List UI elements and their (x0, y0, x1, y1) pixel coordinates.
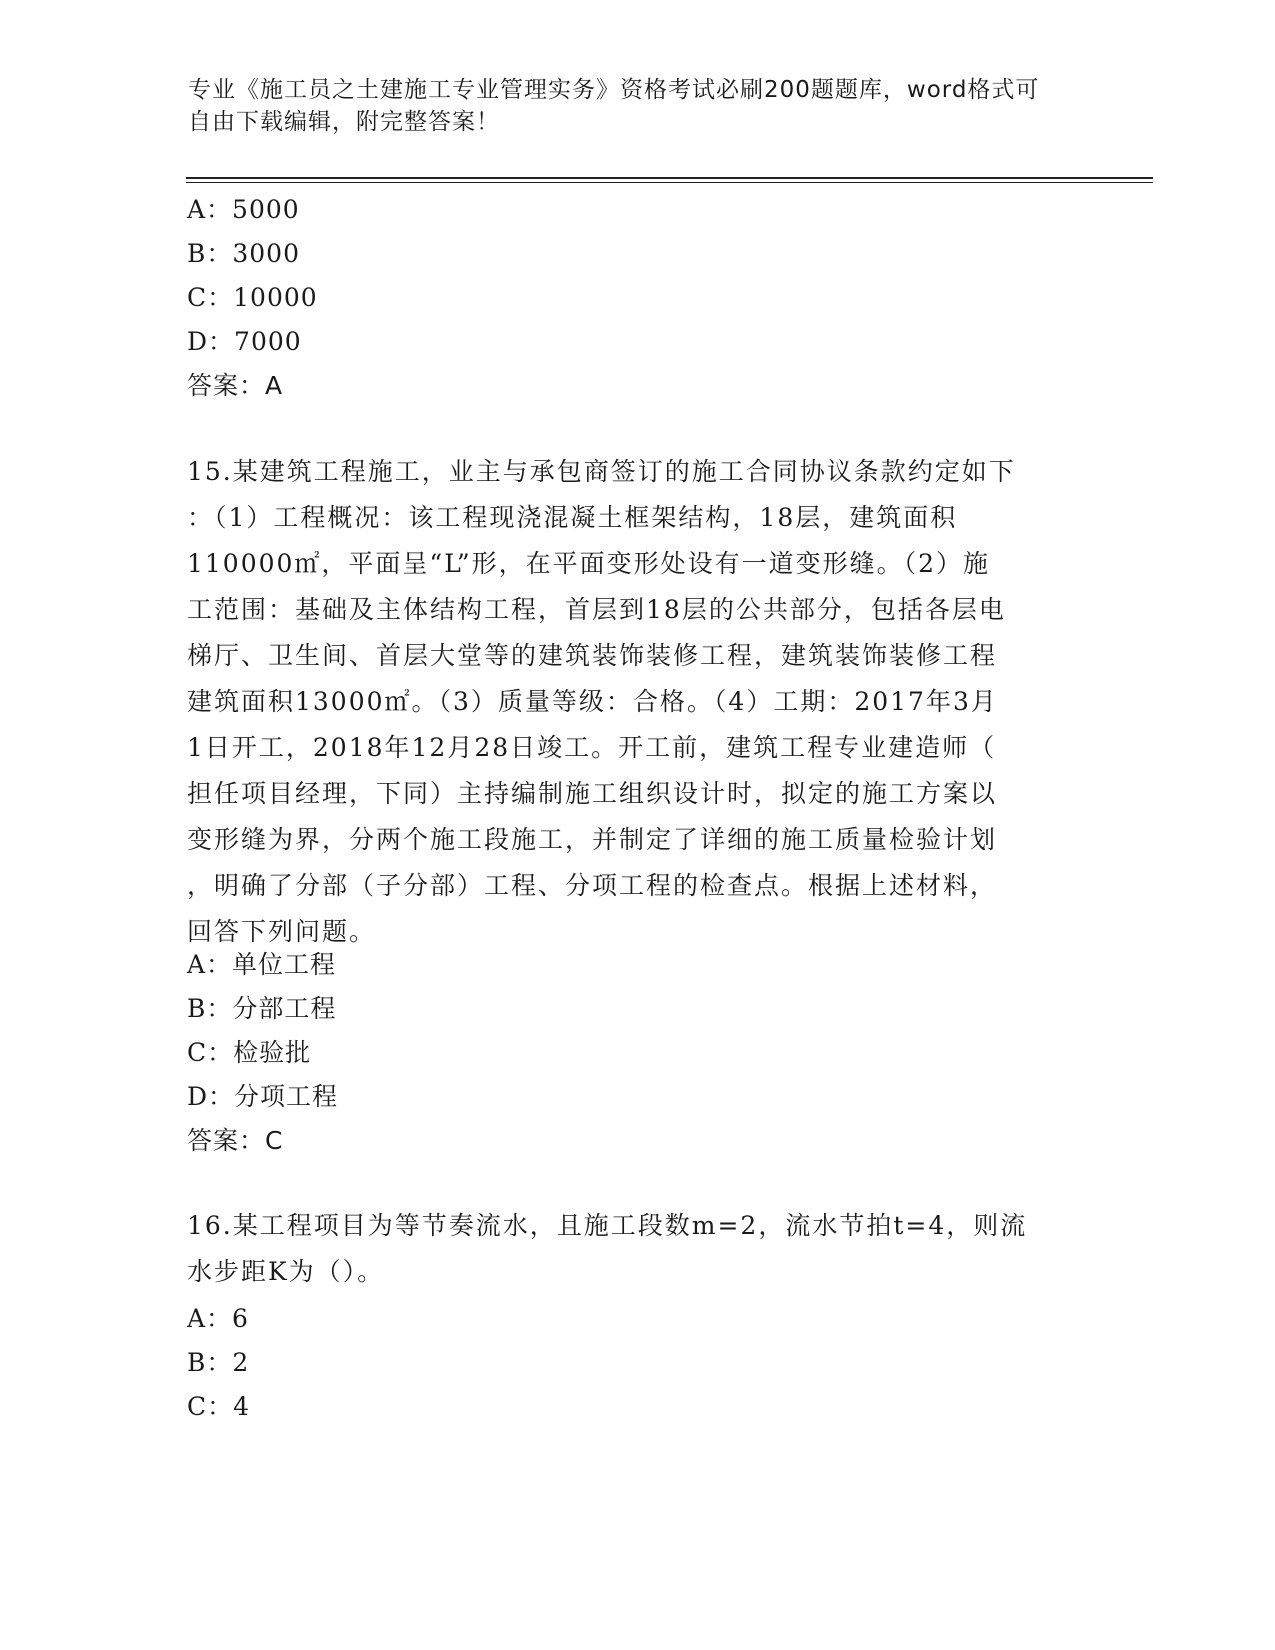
q15-stem-line: 担任项目经理，下同）主持编制施工组织设计时，拟定的施工方案以 (187, 779, 998, 808)
q15-stem-line: 梯厅、卫生间、首层大堂等的建筑装饰装修工程，建筑装饰装修工程 (187, 641, 998, 670)
q14-option-b: B：3000 (187, 239, 300, 268)
q15-stem-line: 15.某建筑工程施工，业主与承包商签订的施工合同协议条款约定如下 (187, 457, 1016, 486)
q15-option-a: A：单位工程 (187, 950, 337, 979)
q14-option-a: A：5000 (187, 195, 300, 224)
q15-option-d: D：分项工程 (187, 1082, 339, 1111)
q15-stem (187, 449, 1016, 955)
q15-stem-line: 工范围：基础及主体结构工程，首层到18层的公共部分，包括各层电 (187, 595, 1006, 624)
q16-option-b: B：2 (187, 1348, 250, 1377)
q15-stem-line: ，明确了分部（子分部）工程、分项工程的检查点。根据上述材料， (187, 871, 998, 900)
q16-option-c: C：4 (187, 1392, 251, 1421)
q15-option-b: B：分部工程 (187, 994, 337, 1023)
q15-stem-line: 变形缝为界，分两个施工段施工，并制定了详细的施工质量检验计划 (187, 825, 998, 854)
q16-stem-line: 水步距K为（）。 (187, 1257, 385, 1286)
q15-stem-line: 建筑面积13000㎡。（3）质量等级：合格。（4）工期：2017年3月 (187, 687, 998, 716)
q15-stem-line: 110000㎡，平面呈“L”形，在平面变形处设有一道变形缝。（2）施 (187, 549, 991, 578)
q15-stem-line: 回答下列问题。 (187, 917, 377, 946)
q15-answer: 答案：C (187, 1126, 284, 1155)
header-line-1: 专业《施工员之土建施工专业管理实务》资格考试必刷200题题库，word格式可 (188, 77, 1040, 103)
q16-stem-line: 16.某工程项目为等节奏流水，且施工段数m=2，流水节拍t=4，则流 (187, 1211, 1028, 1240)
q16-stem (187, 1203, 1027, 1295)
q14-option-c: C：10000 (187, 283, 318, 312)
q15-option-c: C：检验批 (187, 1038, 312, 1067)
q15-stem-line: 1日开工，2018年12月28日竣工。开工前，建筑工程专业建造师（ (187, 733, 997, 762)
header-divider-thick (186, 177, 1153, 179)
q14-answer: 答案：A (187, 371, 284, 400)
document-header (188, 74, 1078, 138)
q14-option-d: D：7000 (187, 327, 302, 356)
q16-option-a: A：6 (187, 1304, 249, 1333)
header-divider-thin (186, 182, 1153, 183)
header-line-2: 自由下载编辑，附完整答案！ (188, 109, 500, 135)
q15-stem-line: ：（1）工程概况：该工程现浇混凝土框架结构，18层，建筑面积 (187, 503, 958, 532)
